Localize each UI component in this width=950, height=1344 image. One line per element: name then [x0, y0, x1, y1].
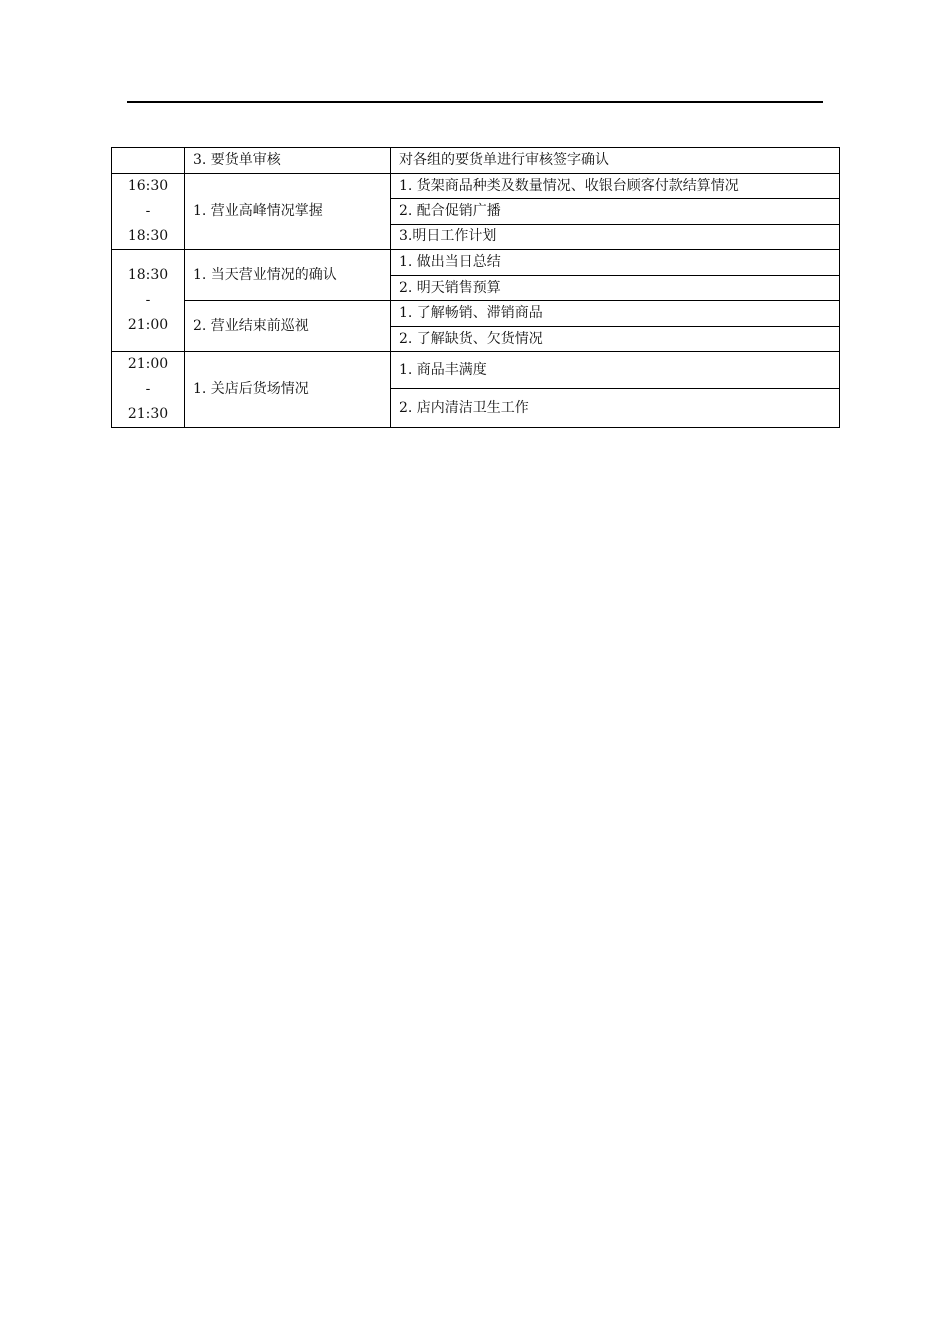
table-row: [112, 301, 840, 327]
time-cell: [112, 148, 185, 174]
table-row: [112, 250, 840, 276]
detail-cell: 对各组的要货单进行审核签字确认: [391, 148, 840, 174]
task-cell: 3. 要货单审核: [185, 148, 391, 174]
detail-cell: 2. 配合促销广播: [391, 199, 840, 224]
task-cell: 1. 关店后货场情况: [185, 352, 391, 428]
detail-cell: 1. 商品丰满度: [391, 352, 840, 389]
time-cell: [112, 250, 185, 352]
detail-cell: 2. 了解缺货、欠货情况: [391, 327, 840, 352]
detail-cell: 1. 货架商品种类及数量情况、收银台顾客付款结算情况: [391, 174, 840, 199]
detail-cell: 2. 店内清洁卫生工作: [391, 389, 840, 428]
table-row: [112, 352, 840, 389]
schedule-table: [111, 147, 840, 428]
time-start: 16:30: [127, 178, 169, 194]
task-cell: 1. 当天营业情况的确认: [185, 250, 391, 301]
time-cell: [112, 352, 185, 428]
time-start: 18:30: [127, 267, 169, 283]
header-rule: [127, 101, 823, 103]
time-end: 21:00: [127, 317, 169, 333]
table-row: [112, 148, 840, 174]
detail-cell: 1. 做出当日总结: [391, 250, 840, 276]
task-cell: 2. 营业结束前巡视: [185, 301, 391, 352]
detail-cell: 2. 明天销售预算: [391, 276, 840, 301]
detail-cell: 3.明日工作计划: [391, 224, 840, 249]
detail-cell: 1. 了解畅销、滞销商品: [391, 301, 840, 327]
time-cell: [112, 174, 185, 250]
task-cell: 1. 营业高峰情况掌握: [185, 174, 391, 250]
time-end: 21:30: [127, 406, 169, 422]
time-separator: -: [145, 381, 151, 397]
table-row: [112, 174, 840, 199]
time-separator: -: [145, 203, 151, 219]
time-end: 18:30: [127, 228, 169, 244]
time-separator: -: [145, 292, 151, 308]
time-start: 21:00: [127, 356, 169, 372]
